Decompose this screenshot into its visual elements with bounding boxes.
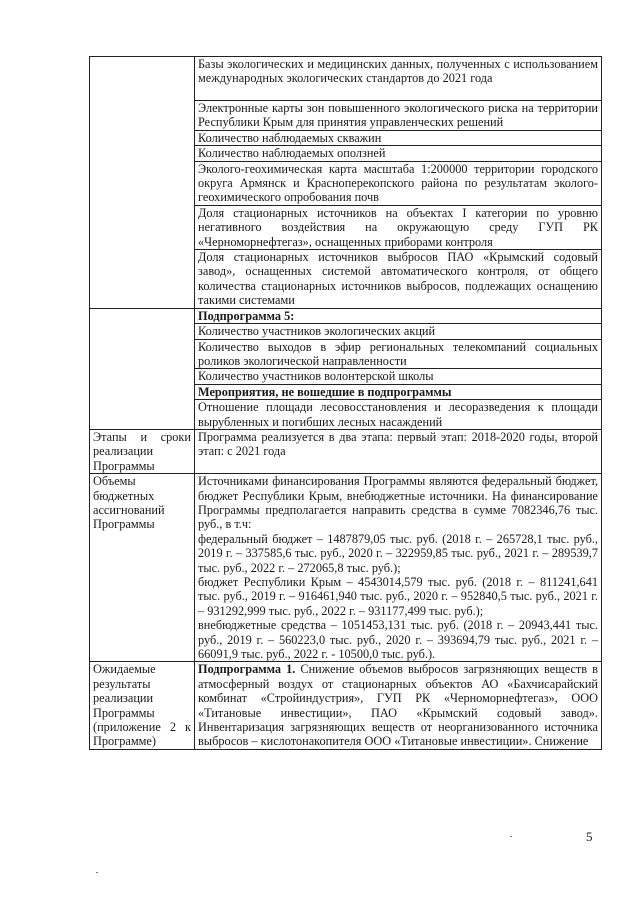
indicator-cell: Базы экологических и медицинских данных, полученных с использованием международных экологических стандартов до 2021 года (195, 57, 602, 101)
table-row (90, 57, 602, 101)
scan-speck (96, 872, 98, 873)
empty-label-cell (90, 308, 195, 429)
indicator-cell: Отношение площади лесовосстановления и лесоразведения к площади вырубленных и погибших лесных насаждений (195, 400, 602, 430)
passport-table (89, 56, 602, 750)
outside-measures-heading: Мероприятия, не вошедшие в подпрограммы (195, 384, 602, 399)
budget-paragraph: федеральный бюджет – 1487879,05 тыс. руб. (2018 г. – 265728,1 тыс. руб., 2019 г. – 337585,6 тыс. руб., 2020 г. – 322959,85 тыс. руб., 2021 г. – 289539,7 тыс. руб., 2022 г. – 272065,8 тыс. руб.); (198, 531, 598, 575)
indicator-cell: Количество участников экологических акций (195, 324, 602, 339)
page-number: 5 (586, 829, 593, 844)
results-cell (195, 662, 602, 749)
budget-paragraph: Источниками финансирования Программы являются федеральный бюджет, бюджет Республики Крым, внебюджетные источники. На финансирование Программы предполагается направить средства в сумме 7082346,76 тыс. руб., в т.ч: (198, 474, 598, 532)
scan-speck (510, 836, 512, 837)
results-text: Снижение объемов выбросов загрязняющих веществ в атмосферный воздух от стационарных объектов АО «Бахчисарайский комбинат «Стройиндустрия», ГУП РК «Черноморнефтегаз», ООО «Титановые инвестиции», ПАО «Крымский содовый завод». Инвентаризация загрязняющих веществ от неорганизованного источника выбросов – кислотонакопителя ООО «Титановые инвестиции». Снижение (198, 662, 598, 749)
table-row (90, 474, 602, 662)
empty-label-cell (90, 57, 195, 309)
indicator-cell: Количество выходов в эфир региональных телекомпаний социальных роликов экологической направленности (195, 339, 602, 369)
indicator-cell: Эколого-геохимическая карта масштаба 1:200000 территории городского округа Армянск и Красноперекопского района по результатам эколого-геохимического опробования почв (195, 161, 602, 205)
results-lead: Подпрограмма 1. (198, 662, 296, 677)
budget-label: Объемы бюджетных ассигнований Программы (90, 474, 195, 662)
subprogram5-heading: Подпрограмма 5: (195, 308, 602, 323)
indicator-cell: Количество наблюдаемых скважин (195, 130, 602, 145)
budget-paragraph: бюджет Республики Крым – 4543014,579 тыс. руб. (2018 г. – 811241,641 тыс. руб., 2019 г. – 916461,940 тыс. руб., 2020 г. – 952840,5 тыс. руб., 2021 г. – 931292,999 тыс. руб., 2022 г. – 931177,499 тыс. руб.); (198, 575, 598, 618)
table-row (90, 429, 602, 473)
results-label: Ожидаемые результаты реализации Программы (приложение 2 к Программе) (90, 662, 195, 749)
indicator-cell: Доля стационарных источников на объектах I категории по уровню негативного воздействия на окружающую среду ГУП РК «Черноморнефтегаз», оснащенных приборами контроля (195, 205, 602, 249)
stages-text: Программа реализуется в два этапа: первый этап: 2018-2020 годы, второй этап: с 2021 года (195, 429, 602, 473)
budget-cell (195, 474, 602, 662)
budget-paragraph: внебюджетные средства – 1051453,131 тыс. руб. (2018 г. – 20943,441 тыс. руб., 2019 г. – 560223,0 тыс. руб., 2020 г. – 393694,79 тыс. руб., 2021 г. – 66091,9 тыс. руб., 2022 г. - 10500,0 тыс. руб.). (198, 618, 598, 662)
indicator-cell: Электронные карты зон повышенного экологического риска на территории Республики Крым для принятия управленческих решений (195, 101, 602, 131)
indicator-cell: Количество наблюдаемых оползней (195, 146, 602, 161)
indicator-cell: Доля стационарных источников выбросов ПАО «Крымский содовый завод», оснащенных системой автоматического контроля, от общего количества стационарных источников выбросов, подлежащих оснащению такими системами (195, 250, 602, 309)
stages-label: Этапы и сроки реализации Программы (90, 429, 195, 473)
indicator-cell: Количество участников волонтерской школы (195, 369, 602, 384)
table-row (90, 662, 602, 749)
table-row (90, 308, 602, 323)
